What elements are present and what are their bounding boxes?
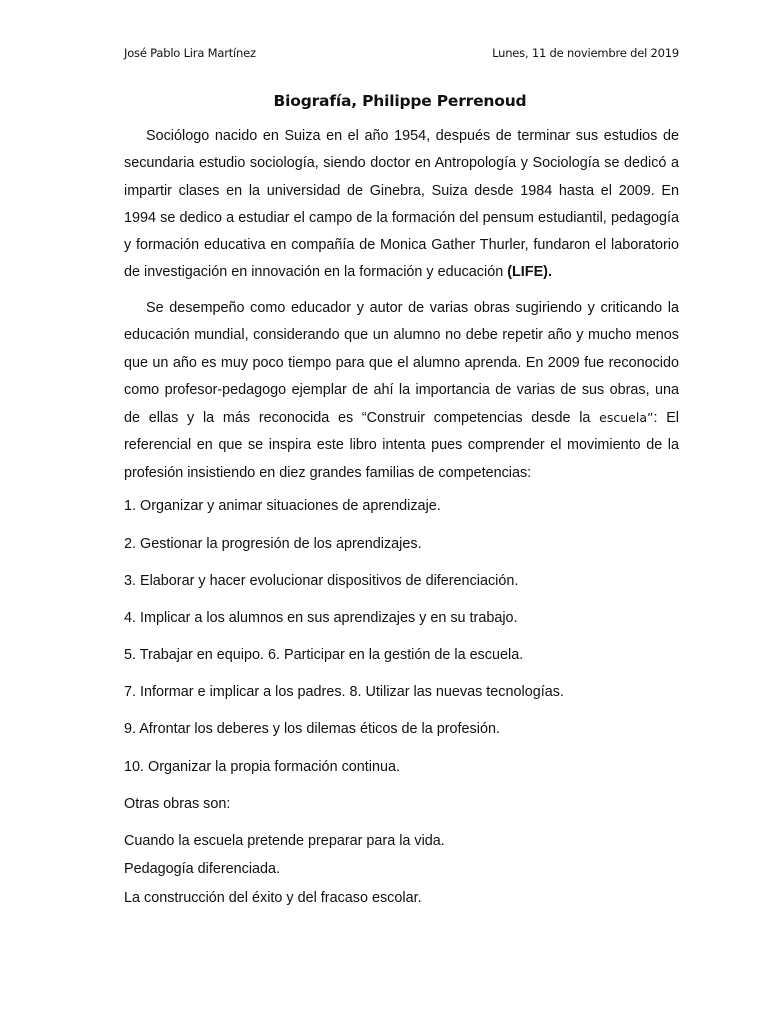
paragraph-biography-bold: (LIFE). [507,264,552,281]
list-item: Pedagogía diferenciada. [124,861,281,877]
list-item: 2. Gestionar la progresión de los aprendizajes. [124,536,422,552]
list-item: 3. Elaborar y hacer evolucionar dispositivos de diferenciación. [124,573,519,589]
paragraph-career [124,295,679,487]
list-item: 1. Organizar y animar situaciones de aprendizaje. [124,498,441,514]
author-name: José Pablo Lira Martínez [124,46,256,60]
paragraph-career-text-before: Se desempeño como educador y autor de varias obras sugiriendo y criticando la educación mundial, considerando que un alumno no debe repetir año y mucho menos que un año es muy poco tiempo para que el alumno aprenda. En 2009 fue reconocido como profesor-pedagogo ejemplar de ahí la importancia de varias de sus obras, una de ellas y la más reconocida es “Construir competencias desde la [124,300,679,427]
list-item: Cuando la escuela pretende preparar para la vida. [124,833,445,849]
list-item: La construcción del éxito y del fracaso escolar. [124,890,422,906]
paragraph-biography-text: Sociólogo nacido en Suiza en el año 1954, después de terminar sus estudios de secundaria estudio sociología, siendo doctor en Antropología y Sociología se dedicó a impartir clases en la universidad de Ginebra, Suiza desde 1984 hasta el 2009. En 1994 se dedico a estudiar el campo de la formación del pensum estudiantil, pedagogía y formación educativa en compañía de Monica Gather Thurler, fundaron el laboratorio de investigación en innovación en la formación y educación [124,128,679,281]
paragraph-career-text-after: : El referencial en que se inspira este libro intenta pues comprender el movimiento de la profesión insistiendo en diez grandes familias de competencias: [124,410,679,481]
document-title: Biografía, Philippe Perrenoud [273,92,527,110]
paragraph-biography [124,123,679,287]
otras-obras-heading: Otras obras son: [124,796,231,812]
list-item: 4. Implicar a los alumnos en sus aprendizajes y en su trabajo. [124,610,518,626]
list-item: 10. Organizar la propia formación continua. [124,759,400,775]
list-item: 9. Afrontar los deberes y los dilemas éticos de la profesión. [124,721,500,737]
document-date: Lunes, 11 de noviembre del 2019 [492,46,679,60]
list-item: 5. Trabajar en equipo. 6. Participar en la gestión de la escuela. [124,647,524,663]
page-header [124,46,679,66]
list-item: 7. Informar e implicar a los padres. 8. Utilizar las nuevas tecnologías. [124,684,564,700]
paragraph-career-word-escuela: escuela” [599,410,654,426]
